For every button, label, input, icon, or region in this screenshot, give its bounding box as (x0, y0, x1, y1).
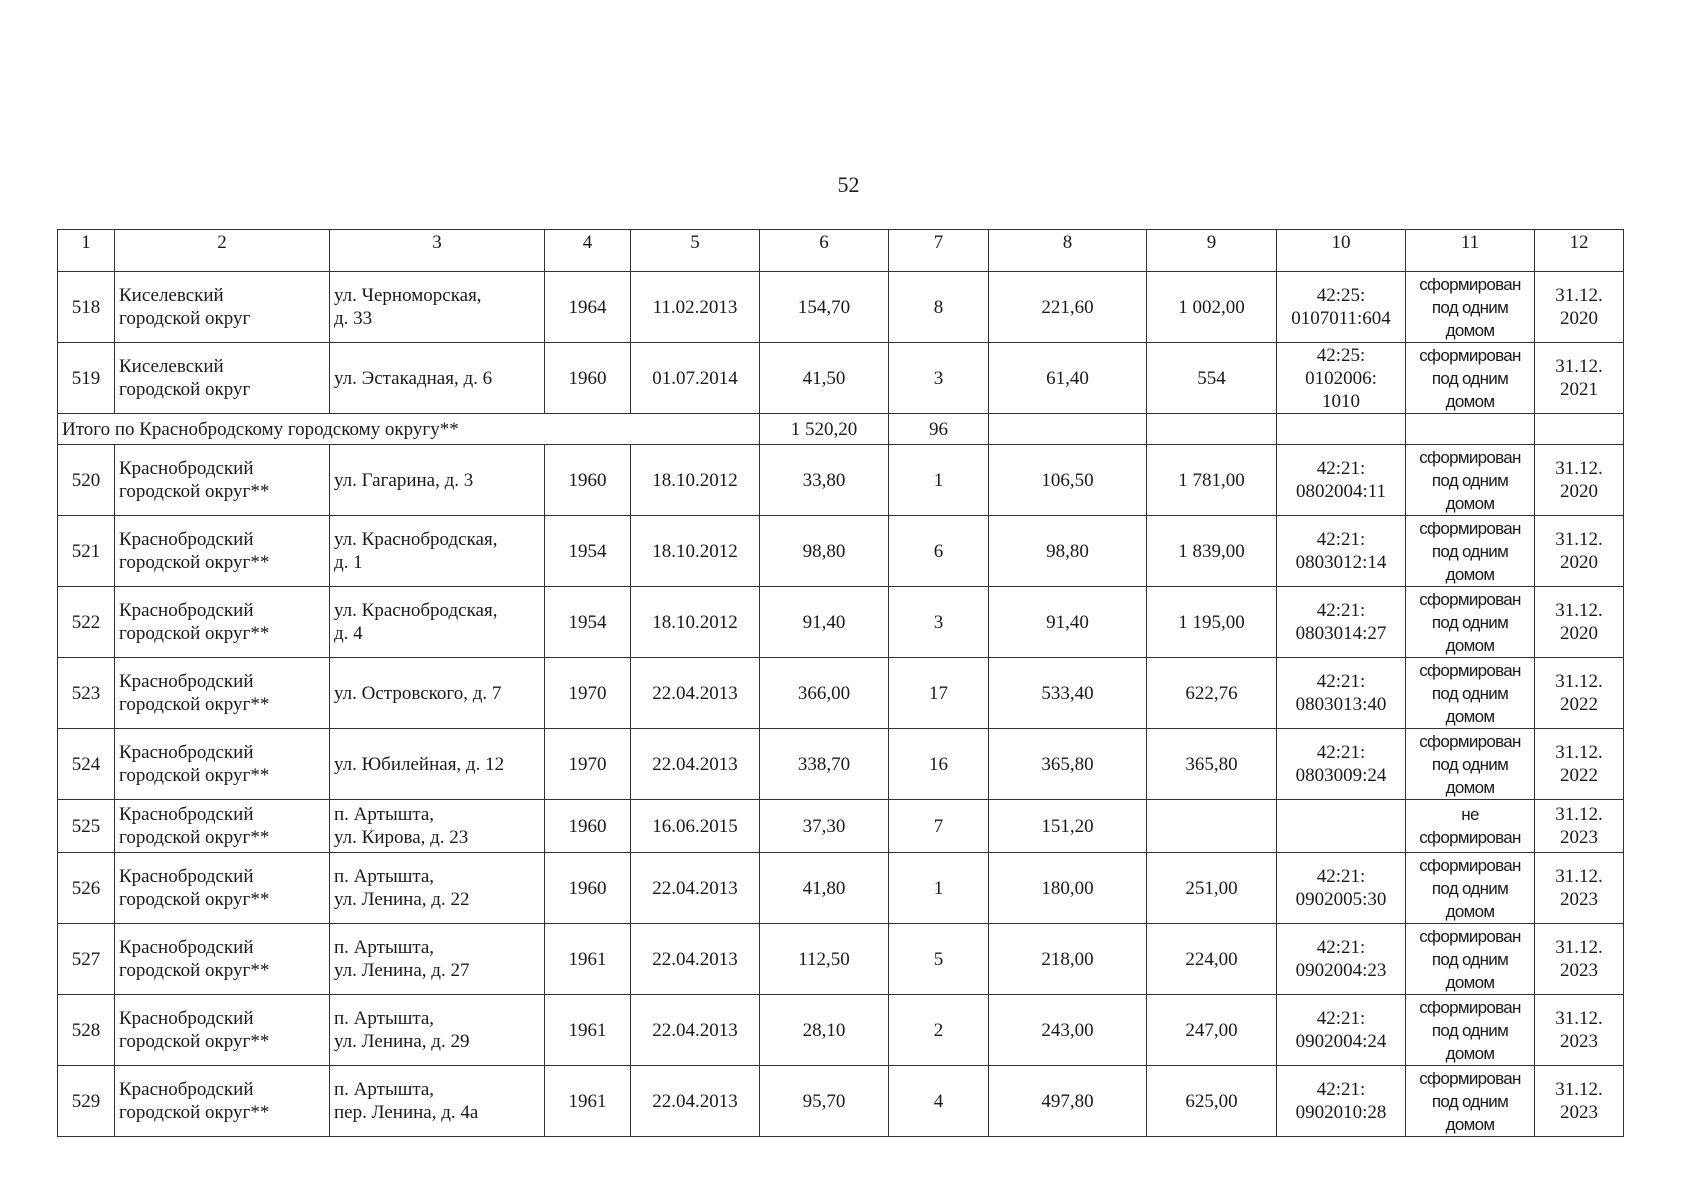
column-number: 4 (545, 230, 631, 272)
deadline-cell: 31.12. 2020 (1535, 272, 1624, 343)
table-row (58, 587, 1624, 658)
total-area-cell: 221,60 (989, 272, 1147, 343)
table-row (58, 924, 1624, 995)
column-number: 1 (58, 230, 115, 272)
cadastral-number-cell: 42:21: 0803012:14 (1277, 516, 1406, 587)
residents-cell: 7 (889, 800, 989, 853)
residents-cell: 5 (889, 924, 989, 995)
cadastral-number-cell: 42:25: 0102006: 1010 (1277, 343, 1406, 414)
cadastral-number-cell (1277, 800, 1406, 853)
area-cell: 41,50 (760, 343, 889, 414)
total-area-cell: 243,00 (989, 995, 1147, 1066)
subtotal-area: 1 520,20 (760, 414, 889, 445)
land-status-cell: сформирован под одним домом (1406, 995, 1535, 1066)
address-cell: п. Артышта, ул. Ленина, д. 22 (330, 853, 545, 924)
row-number-cell: 522 (58, 587, 115, 658)
address-cell: ул. Эстакадная, д. 6 (330, 343, 545, 414)
area-cell: 28,10 (760, 995, 889, 1066)
deadline-cell: 31.12. 2023 (1535, 800, 1624, 853)
total-area-cell: 218,00 (989, 924, 1147, 995)
district-cell: Краснобродский городской округ** (115, 587, 330, 658)
date-cell: 18.10.2012 (631, 516, 760, 587)
cadastral-number-cell: 42:21: 0803014:27 (1277, 587, 1406, 658)
address-cell: п. Артышта, ул. Ленина, д. 29 (330, 995, 545, 1066)
row-number-cell: 529 (58, 1066, 115, 1137)
land-area-cell: 622,76 (1147, 658, 1277, 729)
address-cell: п. Артышта, пер. Ленина, д. 4а (330, 1066, 545, 1137)
year-cell: 1961 (545, 924, 631, 995)
deadline-cell: 31.12. 2023 (1535, 995, 1624, 1066)
cadastral-number-cell: 42:21: 0902004:23 (1277, 924, 1406, 995)
land-area-cell: 1 195,00 (1147, 587, 1277, 658)
area-cell: 366,00 (760, 658, 889, 729)
district-cell: Киселевский городской округ (115, 343, 330, 414)
subtotal-group (58, 414, 1624, 445)
land-area-cell: 625,00 (1147, 1066, 1277, 1137)
subtotal-residents: 96 (889, 414, 989, 445)
address-cell: ул. Юбилейная, д. 12 (330, 729, 545, 800)
total-area-cell: 151,20 (989, 800, 1147, 853)
empty-cell (1535, 414, 1624, 445)
residents-cell: 3 (889, 587, 989, 658)
total-area-cell: 497,80 (989, 1066, 1147, 1137)
year-cell: 1961 (545, 1066, 631, 1137)
deadline-cell: 31.12. 2023 (1535, 1066, 1624, 1137)
date-cell: 11.02.2013 (631, 272, 760, 343)
year-cell: 1960 (545, 853, 631, 924)
land-area-cell (1147, 800, 1277, 853)
empty-cell (1406, 414, 1535, 445)
year-cell: 1961 (545, 995, 631, 1066)
column-number: 9 (1147, 230, 1277, 272)
area-cell: 91,40 (760, 587, 889, 658)
table-row (58, 1066, 1624, 1137)
land-status-cell: сформирован под одним домом (1406, 445, 1535, 516)
area-cell: 338,70 (760, 729, 889, 800)
residents-cell: 8 (889, 272, 989, 343)
address-cell: п. Артышта, ул. Ленина, д. 27 (330, 924, 545, 995)
land-area-cell: 224,00 (1147, 924, 1277, 995)
cadastral-number-cell: 42:21: 0902004:24 (1277, 995, 1406, 1066)
residents-cell: 6 (889, 516, 989, 587)
address-cell: ул. Краснобродская, д. 1 (330, 516, 545, 587)
land-status-cell: сформирован под одним домом (1406, 853, 1535, 924)
table-row (58, 272, 1624, 343)
land-status-cell: не сформирован (1406, 800, 1535, 853)
date-cell: 18.10.2012 (631, 445, 760, 516)
total-area-cell: 106,50 (989, 445, 1147, 516)
column-number: 12 (1535, 230, 1624, 272)
cadastral-number-cell: 42:21: 0902010:28 (1277, 1066, 1406, 1137)
date-cell: 16.06.2015 (631, 800, 760, 853)
table-row (58, 516, 1624, 587)
table-body-group (58, 853, 1624, 1137)
year-cell: 1964 (545, 272, 631, 343)
column-number: 6 (760, 230, 889, 272)
area-cell: 95,70 (760, 1066, 889, 1137)
housing-register-table (57, 229, 1624, 1137)
date-cell: 18.10.2012 (631, 587, 760, 658)
table-row (58, 729, 1624, 800)
cadastral-number-cell: 42:21: 0803009:24 (1277, 729, 1406, 800)
land-status-cell: сформирован под одним домом (1406, 587, 1535, 658)
cadastral-number-cell: 42:21: 0802004:11 (1277, 445, 1406, 516)
cadastral-number-cell: 42:21: 0803013:40 (1277, 658, 1406, 729)
area-cell: 98,80 (760, 516, 889, 587)
total-area-cell: 91,40 (989, 587, 1147, 658)
date-cell: 22.04.2013 (631, 729, 760, 800)
column-number: 3 (330, 230, 545, 272)
district-cell: Краснобродский городской округ** (115, 658, 330, 729)
column-number-row (58, 230, 1624, 272)
deadline-cell: 31.12. 2022 (1535, 729, 1624, 800)
column-number: 7 (889, 230, 989, 272)
subtotal-label: Итого по Краснобродскому городскому округу** (58, 414, 760, 445)
row-number-cell: 521 (58, 516, 115, 587)
table-row (58, 658, 1624, 729)
row-number-cell: 523 (58, 658, 115, 729)
land-area-cell: 1 002,00 (1147, 272, 1277, 343)
year-cell: 1970 (545, 729, 631, 800)
district-cell: Краснобродский городской округ** (115, 924, 330, 995)
table-body-group (58, 445, 1624, 800)
year-cell: 1960 (545, 445, 631, 516)
land-area-cell: 1 839,00 (1147, 516, 1277, 587)
deadline-cell: 31.12. 2020 (1535, 516, 1624, 587)
land-area-cell: 251,00 (1147, 853, 1277, 924)
district-cell: Краснобродский городской округ** (115, 1066, 330, 1137)
year-cell: 1954 (545, 516, 631, 587)
land-area-cell: 365,80 (1147, 729, 1277, 800)
row-number-cell: 519 (58, 343, 115, 414)
table-row (58, 995, 1624, 1066)
area-cell: 154,70 (760, 272, 889, 343)
residents-cell: 1 (889, 445, 989, 516)
total-area-cell: 98,80 (989, 516, 1147, 587)
date-cell: 22.04.2013 (631, 995, 760, 1066)
date-cell: 22.04.2013 (631, 1066, 760, 1137)
row-number-cell: 524 (58, 729, 115, 800)
land-area-cell: 247,00 (1147, 995, 1277, 1066)
address-cell: п. Артышта, ул. Кирова, д. 23 (330, 800, 545, 853)
table-row (58, 800, 1624, 853)
residents-cell: 2 (889, 995, 989, 1066)
land-status-cell: сформирован под одним домом (1406, 729, 1535, 800)
address-cell: ул. Гагарина, д. 3 (330, 445, 545, 516)
table-body-group (58, 800, 1624, 853)
total-area-cell: 533,40 (989, 658, 1147, 729)
column-number: 11 (1406, 230, 1535, 272)
empty-cell (1147, 414, 1277, 445)
total-area-cell: 180,00 (989, 853, 1147, 924)
deadline-cell: 31.12. 2020 (1535, 445, 1624, 516)
residents-cell: 17 (889, 658, 989, 729)
page-number: 52 (837, 172, 860, 197)
date-cell: 22.04.2013 (631, 853, 760, 924)
row-number-cell: 518 (58, 272, 115, 343)
table-row (58, 343, 1624, 414)
land-status-cell: сформирован под одним домом (1406, 272, 1535, 343)
area-cell: 33,80 (760, 445, 889, 516)
date-cell: 22.04.2013 (631, 924, 760, 995)
district-cell: Краснобродский городской округ** (115, 445, 330, 516)
column-number: 2 (115, 230, 330, 272)
address-cell: ул. Черноморская, д. 33 (330, 272, 545, 343)
residents-cell: 16 (889, 729, 989, 800)
row-number-cell: 520 (58, 445, 115, 516)
total-area-cell: 61,40 (989, 343, 1147, 414)
deadline-cell: 31.12. 2022 (1535, 658, 1624, 729)
district-cell: Краснобродский городской округ** (115, 516, 330, 587)
year-cell: 1954 (545, 587, 631, 658)
year-cell: 1970 (545, 658, 631, 729)
table-body-group (58, 272, 1624, 414)
date-cell: 01.07.2014 (631, 343, 760, 414)
total-area-cell: 365,80 (989, 729, 1147, 800)
land-status-cell: сформирован под одним домом (1406, 343, 1535, 414)
deadline-cell: 31.12. 2020 (1535, 587, 1624, 658)
district-cell: Киселевский городской округ (115, 272, 330, 343)
deadline-cell: 31.12. 2021 (1535, 343, 1624, 414)
district-cell: Краснобродский городской округ** (115, 729, 330, 800)
subtotal-row (58, 414, 1624, 445)
residents-cell: 3 (889, 343, 989, 414)
land-status-cell: сформирован под одним домом (1406, 1066, 1535, 1137)
residents-cell: 4 (889, 1066, 989, 1137)
deadline-cell: 31.12. 2023 (1535, 853, 1624, 924)
address-cell: ул. Островского, д. 7 (330, 658, 545, 729)
district-cell: Краснобродский городской округ** (115, 800, 330, 853)
date-cell: 22.04.2013 (631, 658, 760, 729)
address-cell: ул. Краснобродская, д. 4 (330, 587, 545, 658)
empty-cell (1277, 414, 1406, 445)
row-number-cell: 526 (58, 853, 115, 924)
land-status-cell: сформирован под одним домом (1406, 658, 1535, 729)
column-number: 8 (989, 230, 1147, 272)
area-cell: 41,80 (760, 853, 889, 924)
year-cell: 1960 (545, 800, 631, 853)
land-area-cell: 1 781,00 (1147, 445, 1277, 516)
deadline-cell: 31.12. 2023 (1535, 924, 1624, 995)
row-number-cell: 525 (58, 800, 115, 853)
year-cell: 1960 (545, 343, 631, 414)
district-cell: Краснобродский городской округ** (115, 853, 330, 924)
cadastral-number-cell: 42:21: 0902005:30 (1277, 853, 1406, 924)
area-cell: 112,50 (760, 924, 889, 995)
land-status-cell: сформирован под одним домом (1406, 516, 1535, 587)
area-cell: 37,30 (760, 800, 889, 853)
cadastral-number-cell: 42:25: 0107011:604 (1277, 272, 1406, 343)
column-number: 10 (1277, 230, 1406, 272)
district-cell: Краснобродский городской округ** (115, 995, 330, 1066)
table-row (58, 445, 1624, 516)
table-row (58, 853, 1624, 924)
empty-cell (989, 414, 1147, 445)
residents-cell: 1 (889, 853, 989, 924)
row-number-cell: 527 (58, 924, 115, 995)
column-number: 5 (631, 230, 760, 272)
row-number-cell: 528 (58, 995, 115, 1066)
land-status-cell: сформирован под одним домом (1406, 924, 1535, 995)
land-area-cell: 554 (1147, 343, 1277, 414)
